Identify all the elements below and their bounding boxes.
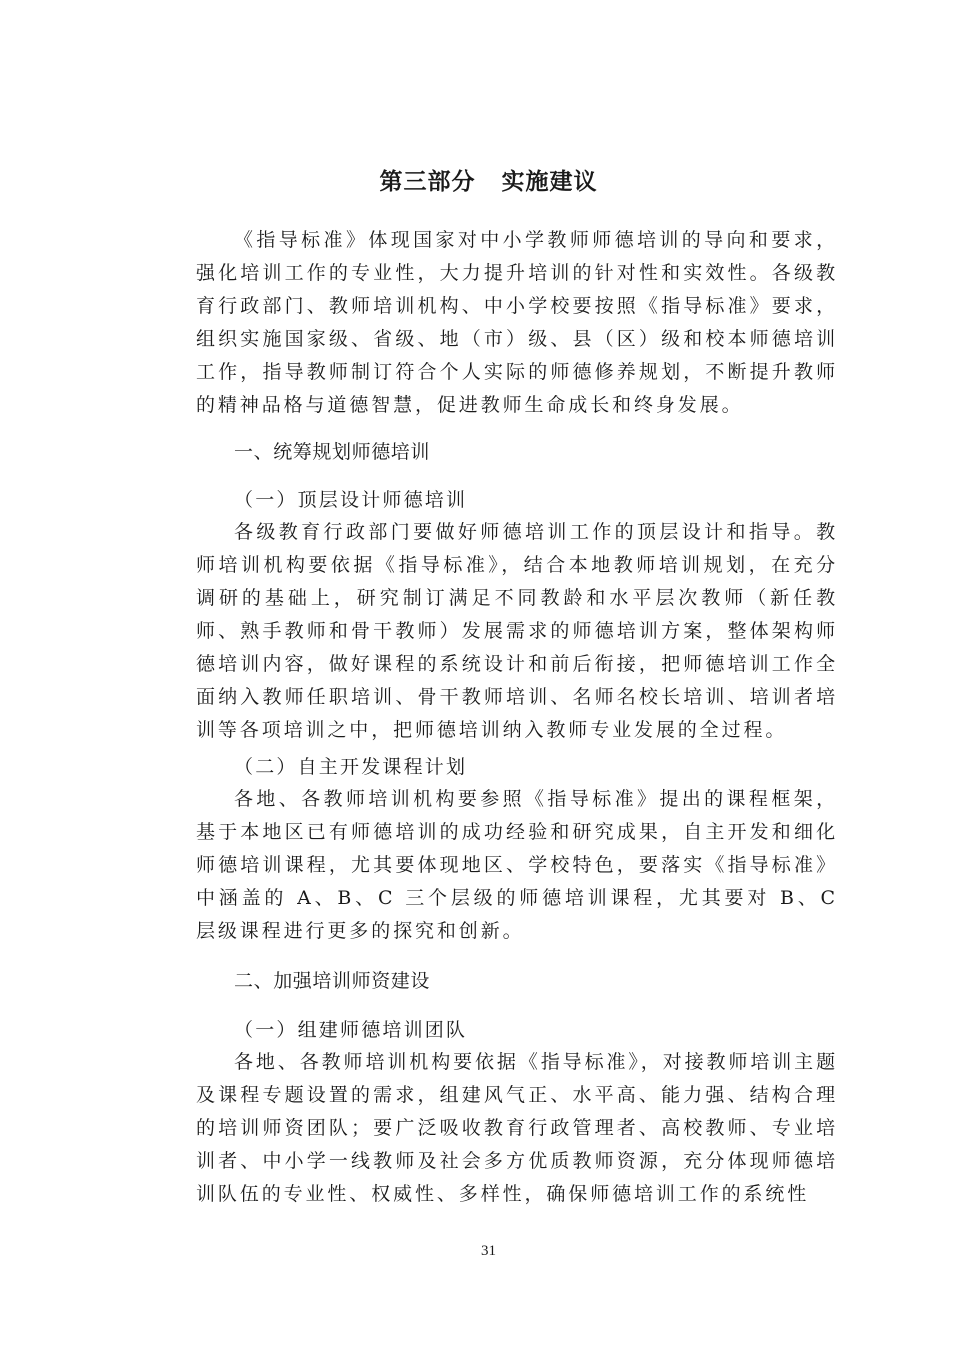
section1-sub1-block xyxy=(196,484,838,747)
title-part: 第三部分 xyxy=(379,169,476,195)
section2-sub1-heading: （一）组建师德培训团队 xyxy=(234,1019,468,1041)
page-title xyxy=(0,166,977,198)
section1-sub1-heading: （一）顶层设计师德培训 xyxy=(234,489,468,511)
section1-sub2-heading: （二）自主开发课程计划 xyxy=(234,756,468,778)
title-name: 实施建议 xyxy=(501,169,598,195)
intro-block xyxy=(196,224,838,422)
section1-sub1-paragraph: 各级教育行政部门要做好师德培训工作的顶层设计和指导。教师培训机构要依据《指导标准》，结合本地教师培训规划，在充分调研的基础上，研究制订满足不同教龄和水平层次教师（新任教师、熟手教师和骨干教师）发展需求的师德培训方案，整体架构师德培训内容，做好课程的系统设计和前后衔接，把师德培训工作全面纳入教师任职培训、骨干教师培训、名师名校长培训、培训者培训等各项培训之中，把师德培训纳入教师专业发展的全过程。 xyxy=(196,521,838,741)
section2-heading-block xyxy=(196,966,838,996)
intro-paragraph: 《指导标准》体现国家对中小学教师师德培训的导向和要求，强化培训工作的专业性，大力提升培训的针对性和实效性。各级教育行政部门、教师培训机构、中小学校要按照《指导标准》要求，组织实施国家级、省级、地（市）级、县（区）级和校本师德培训工作，指导教师制订符合个人实际的师德修养规划，不断提升教师的精神品格与道德智慧，促进教师生命成长和终身发展。 xyxy=(196,229,838,416)
section2-sub1-paragraph: 各地、各教师培训机构要依据《指导标准》，对接教师培训主题及课程专题设置的需求，组建风气正、水平高、能力强、结构合理的培训师资团队；要广泛吸收教育行政管理者、高校教师、专业培训者、中小学一线教师及社会多方优质教师资源，充分体现师德培训队伍的专业性、权威性、多样性，确保师德培训工作的系统性 xyxy=(196,1051,838,1205)
page-number: 31 xyxy=(481,1243,496,1259)
section2-sub1-block xyxy=(196,1014,838,1211)
section1-sub2-paragraph: 各地、各教师培训机构要参照《指导标准》提出的课程框架，基于本地区已有师德培训的成功经验和研究成果，自主开发和细化师德培训课程，尤其要体现地区、学校特色，要落实《指导标准》中涵盖的 A、B、C 三个层级的师德培训课程，尤其要对 B、C 层级课程进行更多的探究和创新。 xyxy=(196,788,838,942)
section2-heading: 二、加强培训师资建设 xyxy=(234,970,431,992)
section1-heading-block xyxy=(196,437,838,467)
section1-heading: 一、统筹规划师德培训 xyxy=(234,441,431,463)
section1-sub2-block xyxy=(196,751,838,948)
